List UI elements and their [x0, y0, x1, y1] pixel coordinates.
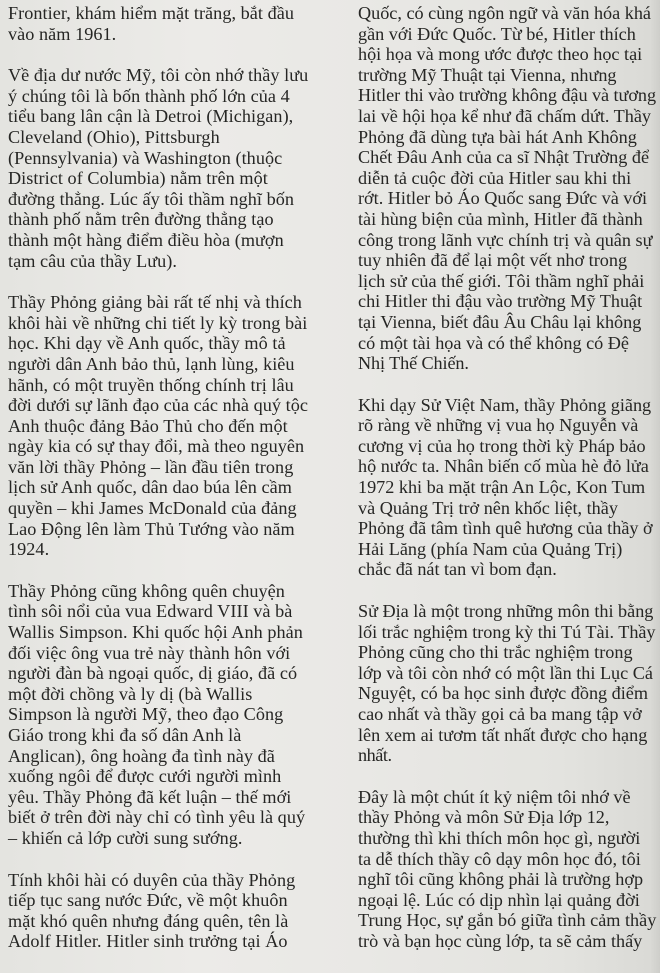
text-line: cương vị của họ trong thời kỳ Pháp bảo	[358, 435, 646, 456]
text-line: đường thẳng. Lúc ấy tôi thầm nghĩ bốn	[8, 188, 295, 209]
text-line: Hitler thi vào trường không đậu và tương	[358, 85, 656, 106]
text-column-left	[8, 3, 328, 973]
paragraph	[358, 3, 658, 374]
text-line: thầy Phỏng và môn Sử Địa lớp 12,	[358, 807, 610, 828]
text-line: cao nhất và thầy gọi cả ba mang tập vở	[358, 704, 642, 724]
text-line: – khiến cả lớp cười sung sướng.	[8, 827, 243, 848]
text-line: tuy nhiên đã để lại một vết nhơ trong	[358, 250, 628, 271]
text-line: tại Vienna, biết đâu Âu Châu lại không	[358, 311, 642, 332]
text-line: Phỏng đã dùng tựa bài hát Anh Không	[358, 126, 637, 147]
text-line: một đời chồng và ly dị (bà Wallis	[8, 683, 253, 704]
text-line: văn lời thầy Phỏng – lần đầu tiên trong	[8, 456, 294, 477]
text-line: lịch sử của thế giới. Tôi thầm nghĩ phải	[358, 270, 645, 291]
text-line: Giáo trong khi đa số dân Anh là	[8, 725, 242, 745]
text-line: công trong lãnh vực chính trị và quân sự	[358, 229, 653, 250]
text-line: lịch sử Anh quốc, dân dao búa lên cầm	[8, 477, 292, 498]
text-line: ý chúng tôi là bốn thành phố lớn của 4	[8, 85, 290, 106]
text-line: thường thì khi thích môn học gì, người	[358, 827, 641, 848]
text-line: Phỏng đã tâm tình quê hương của thầy ở	[358, 518, 653, 539]
text-line: biết ở trên đời này chỉ có tình yêu là quý	[8, 807, 306, 828]
text-line: Thầy Phỏng giảng bài rất tế nhị và thích	[8, 292, 302, 313]
paragraph	[8, 3, 328, 44]
text-line: Hải Lăng (phía Nam của Quảng Trị)	[358, 538, 623, 559]
text-line: yêu. Thầy Phỏng đã kết luận – thế mới	[8, 786, 292, 807]
text-line: Anglican), ông hoàng đa tình này đã	[8, 745, 275, 766]
text-line: District of Columbia) nằm trên một	[8, 168, 268, 189]
text-line: ngoại lệ. Lúc có dịp nhìn lại quảng đời	[358, 889, 640, 910]
text-column-right	[358, 3, 658, 973]
text-line: tài hùng biện của mình, Hitler đã thành	[358, 208, 643, 229]
text-line: diễn tả cuộc đời của Hitler sau khi thi	[358, 167, 632, 188]
text-line: khôi hài về những chi tiết ly kỳ trong bài	[8, 312, 308, 333]
text-line: ngày kia có sự thay đổi, mà theo nguyên	[8, 436, 305, 457]
text-line: học. Khi dạy về Anh quốc, thầy mô tả	[8, 333, 286, 354]
paragraph	[8, 870, 328, 952]
text-line: chi Hitler thi đậu vào trường Mỹ Thuật	[358, 291, 643, 312]
text-line: hộ nước ta. Nhân biến cố mùa hè đỏ lửa	[358, 456, 649, 477]
text-line: Adolf Hitler. Hitler sinh trưởng tại Áo	[8, 931, 288, 952]
text-line: Chết Đâu Anh của ca sĩ Nhật Trường để	[358, 147, 650, 168]
text-line: người dân Anh bảo thủ, lạnh lùng, kiêu	[8, 353, 295, 374]
text-line: và Quảng Trị trở nên khốc liệt, thầy	[358, 497, 618, 518]
text-line: tạm câu của thầy Lưu).	[8, 250, 178, 271]
text-line: có một tài họa và có thể không có Đệ	[358, 332, 629, 353]
text-line: nghĩ tôi cũng không phải là trường hợp	[358, 869, 644, 890]
paragraph	[8, 292, 328, 560]
text-line: lối trắc nghiệm trong kỳ thi Tú Tài. Thầy	[358, 621, 656, 642]
paragraph	[8, 65, 328, 271]
text-line: Frontier, khám hiểm mặt trăng, bắt đầu	[8, 3, 295, 23]
text-line: Simpson là người Mỹ, theo đạo Công	[8, 704, 284, 725]
text-line: rớt. Hitler bỏ Áo Quốc sang Đức và với	[358, 188, 648, 209]
text-line: vào năm 1961.	[8, 23, 117, 44]
text-line: chắc đã nát tan vì bom đạn.	[358, 559, 557, 580]
text-line: trường Mỹ Thuật tại Vienna, nhưng	[358, 64, 617, 85]
text-line: rõ ràng về những vị vua họ Nguyễn và	[358, 415, 639, 436]
text-line: lớp và tôi còn nhớ có một lần thi Lục Cá	[358, 662, 653, 683]
text-line: lai về hội họa kể như đã chấm dứt. Thầy	[358, 105, 652, 126]
paragraph	[358, 601, 658, 766]
text-line: đời dưới sự lãnh đạo của các nhà quý tộc	[8, 395, 309, 416]
text-line: tình sôi nổi của vua Edward VIII và bà	[8, 601, 293, 622]
text-line: Quốc, có cùng ngôn ngữ và văn hóa khá	[358, 3, 651, 23]
text-line: tiểu bang lân cận là Detroi (Michigan),	[8, 106, 294, 127]
text-line: hội họa và mong ước được theo học tại	[358, 44, 643, 65]
text-line: 1972 khi ba mặt trận An Lộc, Kon Tum	[358, 477, 646, 498]
text-line: quyền – khi James McDonald của đảng	[8, 498, 297, 519]
text-line: thành phố nằm trên đường thẳng tạo	[8, 209, 274, 230]
text-line: đối việc ông vua trẻ này thành hôn với	[8, 642, 291, 663]
text-line: gần với Đức Quốc. Từ bé, Hitler thích	[358, 23, 636, 44]
paragraph	[358, 787, 658, 952]
text-line: Tính khôi hài có duyên của thầy Phỏng	[8, 869, 296, 890]
text-line: người đàn bà ngoại quốc, dị giáo, đã có	[8, 663, 298, 684]
text-line: thành một hàng điểm điều hòa (mượn	[8, 229, 284, 250]
text-line: Wallis Simpson. Khi quốc hội Anh phản	[8, 622, 303, 643]
text-line: tiếp tục sang nước Đức, về một khuôn	[8, 890, 288, 911]
text-line: xuống ngôi để được cưới người mình	[8, 766, 282, 787]
text-line: Thầy Phỏng cũng không quên chuyện	[8, 580, 285, 601]
text-line: Cleveland (Ohio), Pittsburgh	[8, 126, 220, 147]
text-line: ta dễ thích thầy cô dạy môn học đó, tôi	[358, 848, 641, 869]
text-line: 1924.	[8, 539, 50, 560]
text-line: Sử Địa là một trong những môn thi bằng	[358, 601, 654, 622]
text-line: Lao Động lên làm Thủ Tướng vào năm	[8, 518, 295, 539]
text-line: mặt khó quên nhưng đáng quên, tên là	[8, 910, 289, 931]
text-line: trò và bạn học cùng lớp, ta sẽ cảm thấy	[358, 930, 643, 951]
text-line: Nhị Thế Chiến.	[358, 353, 469, 374]
text-line: Trung Học, sự gắn bó giữa tình cảm thầy	[358, 910, 657, 931]
text-line: Khi dạy Sử Việt Nam, thầy Phỏng giãng	[358, 394, 652, 415]
text-line: Anh thuộc đảng Bảo Thủ cho đến một	[8, 415, 288, 436]
text-line: lên xem ai tươm tất nhất được cho hạng	[358, 724, 648, 745]
text-line: hãnh, có một truyền thống chính trị lâu	[8, 374, 294, 395]
text-line: Về địa dư nước Mỹ, tôi còn nhớ thầy lưu	[8, 65, 309, 86]
text-line: Nguyệt, có ba học sinh được đồng điểm	[358, 683, 649, 704]
text-line: nhất.	[358, 745, 392, 766]
text-line: Phỏng cũng cho thi trắc nghiệm trong	[358, 642, 633, 663]
text-line: Đây là một chút ít kỷ niệm tôi nhớ về	[358, 786, 631, 807]
text-line: (Pennsylvania) và Washington (thuộc	[8, 147, 283, 168]
paragraph	[8, 581, 328, 849]
paragraph	[358, 395, 658, 580]
